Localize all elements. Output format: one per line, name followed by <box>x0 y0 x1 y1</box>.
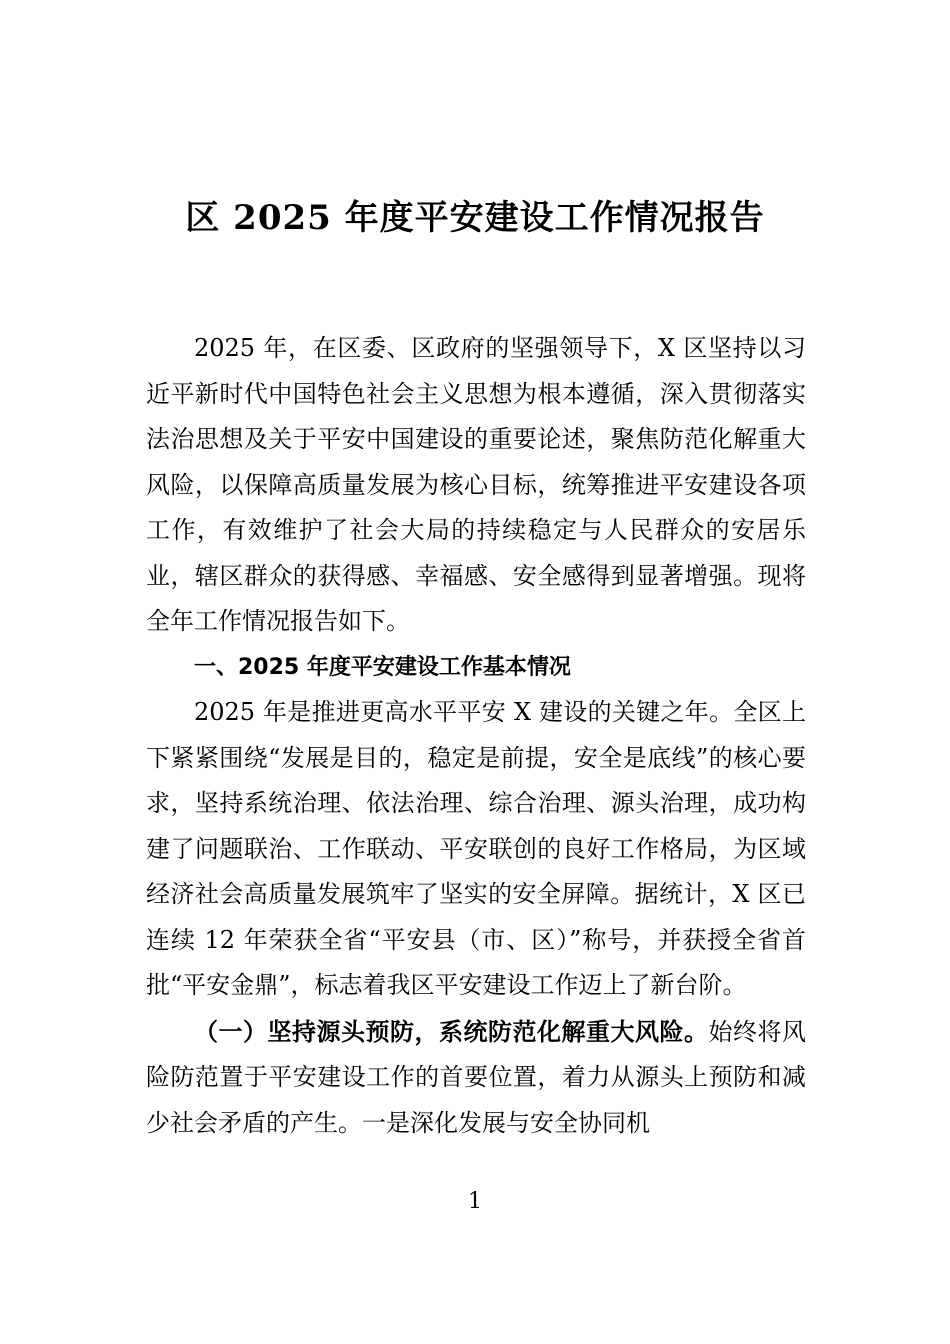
document-title: 区 2025 年度平安建设工作情况报告 <box>185 198 765 238</box>
section-heading-1: 一、2025 年度平安建设工作基本情况 <box>194 654 571 680</box>
subsection-1-text: 始终将风险防范置于平安建设工作的首要位置，着力从源头上预防和减少社会矛盾的产生。一是深化发展与安全协同机 <box>146 1017 806 1137</box>
subsection-1-lead: （一）坚持源头预防，系统防范化解重大风险。 <box>194 1016 709 1046</box>
page-number: 1 <box>468 1189 482 1214</box>
intro-paragraph: 2025 年，在区委、区政府的坚强领导下，X 区坚持以习近平新时代中国特色社会主义思想为根本遵循，深入贯彻落实法治思想及关于平安中国建设的重要论述，聚焦防范化解重大风险，以保障高质量发展为核心目标，统筹推进平安建设各项工作，有效维护了社会大局的持续稳定与人民群众的安居乐业，辖区群众的获得感、幸福感、安全感得到显著增强。现将全年工作情况报告如下。 <box>146 334 806 635</box>
document-body <box>146 326 806 1146</box>
subsection-1-paragraph <box>146 1009 806 1147</box>
section-1-paragraph: 2025 年是推进更高水平平安 X 建设的关键之年。全区上下紧紧围绕“发展是目的，稳定是前提，安全是底线”的核心要求，坚持系统治理、依法治理、综合治理、源头治理，成功构建了问题联治、工作联动、平安联创的良好工作格局，为区域经济社会高质量发展筑牢了坚实的安全屏障。据统计，X 区已连续 12 年荣获全省“平安县（市、区）”称号，并获授全省首批“平安金鼎”，标志着我区平安建设工作迈上了新台阶。 <box>146 698 806 999</box>
